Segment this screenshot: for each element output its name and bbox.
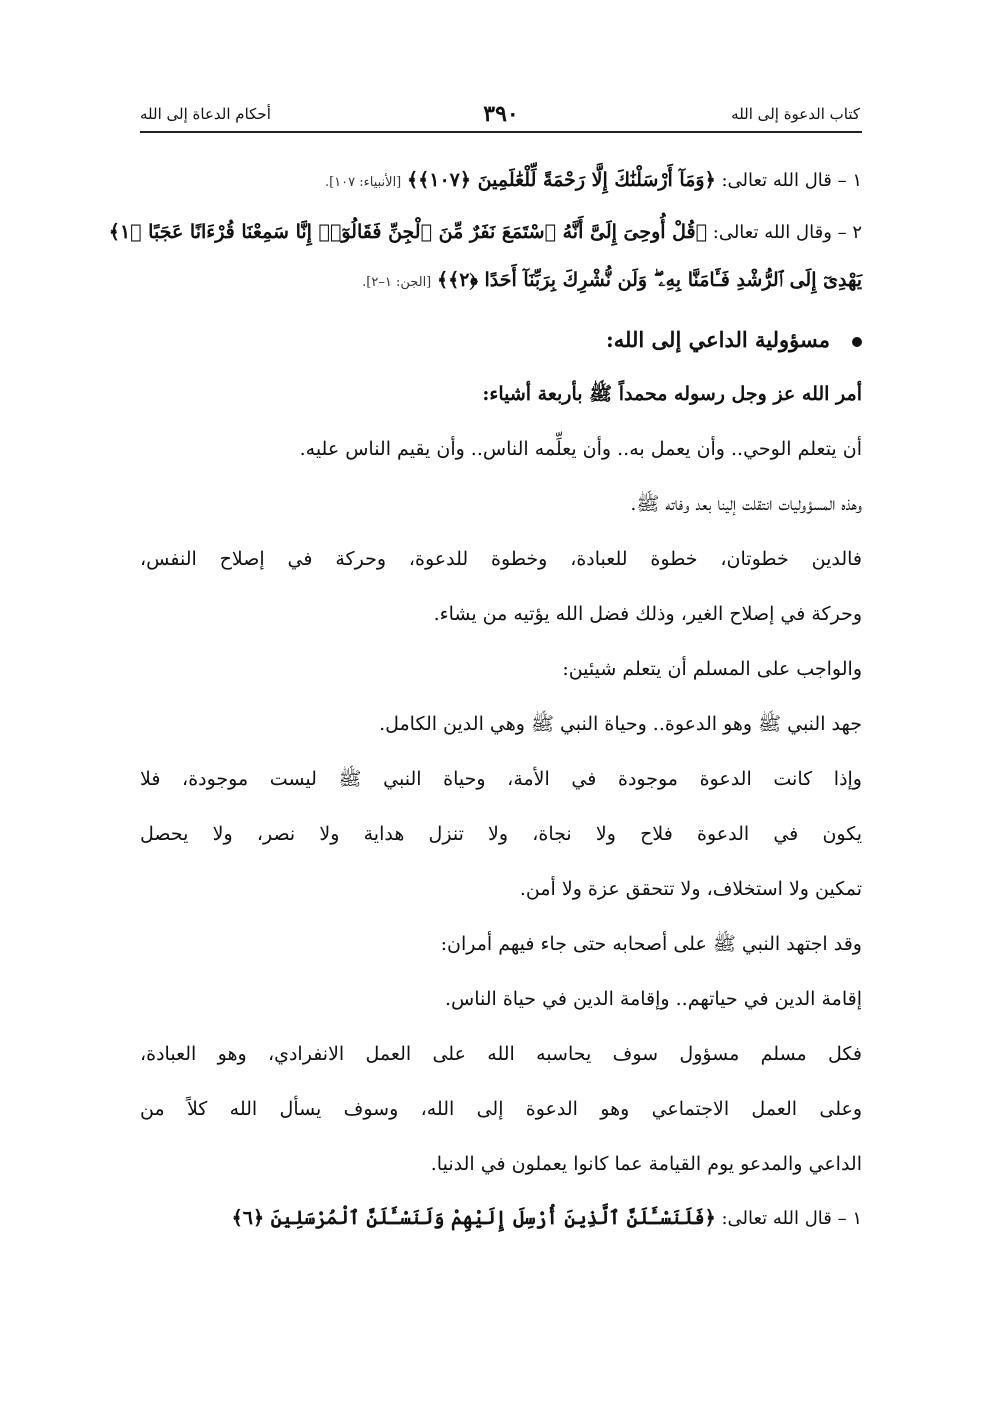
page-body	[108, 150, 862, 1242]
paragraph-line: إقامة الدين في حياتهم.. وإقامة الدين في حياة الناس.	[444, 988, 862, 1010]
paragraph-line: تمكين ولا استخلاف، ولا تتحقق عزة ولا أمن.	[519, 878, 862, 900]
quran-citation-2-line2	[140, 256, 862, 304]
paragraph-line: أمر الله عز وجل رسوله محمداً ﷺ بأربعة أشياء:	[482, 383, 862, 405]
quran-citation-2-line1	[108, 208, 862, 256]
citation-prefix: ١ – قال الله تعالى:	[715, 1208, 862, 1229]
quran-verse: ﴿فَلَنَسْـَٔلَنَّ ٱلَّذِينَ أُرْسِلَ إِلَيْهِمْ وَلَنَسْـَٔلَنَّ ٱلْمُرْسَلِينَ ﴿٦﴾	[231, 1207, 716, 1229]
paragraph-line: يكون في الدعوة فلاح ولا نجاة، ولا تنزل هداية ولا نصر، ولا يحصل	[140, 823, 862, 845]
verse-reference: [الأنبياء: ١٠٧].	[324, 175, 402, 190]
quran-verse: يَهْدِىٓ إِلَى ٱلرُّشْدِ فَـَٔامَنَّا بِهِۦ ۖ وَلَن نُّشْرِكَ بِرَبِّنَآ أَحَدًا ﴿٢﴾﴾	[437, 269, 862, 291]
running-header	[140, 98, 860, 130]
paragraph-line: وهذه المسؤوليات انتقلت إلينا بعد وفاته ﷺ.	[630, 493, 862, 515]
paragraph-line: وحركة في إصلاح الغير، وذلك فضل الله يؤتيه من يشاء.	[433, 603, 862, 625]
bullet-icon	[852, 337, 862, 347]
header-divider	[140, 131, 862, 133]
paragraph-line: فالدين خطوتان، خطوة للعبادة، وخطوة للدعوة، وحركة في إصلاح النفس،	[140, 548, 862, 570]
section-heading	[140, 312, 862, 367]
paragraph-line: والواجب على المسلم أن يتعلم شيئين:	[562, 658, 862, 680]
quran-citation-3	[140, 1194, 862, 1242]
paragraph-line: وقد اجتهد النبي ﷺ على أصحابه حتى جاء فيهم أمران:	[440, 933, 862, 955]
paragraph-line: الداعي والمدعو يوم القيامة عما كانوا يعملون في الدنيا.	[430, 1153, 862, 1175]
section-heading-text: مسؤولية الداعي إلى الله:	[606, 327, 830, 352]
paragraph-line: أن يتعلم الوحي.. وأن يعمل به.. وأن يعلِّمه الناس.. وأن يقيم الناس عليه.	[299, 438, 862, 460]
citation-prefix: ٢ – وقال الله تعالى:	[707, 222, 862, 243]
header-chapter-title: أحكام الدعاة إلى الله	[140, 105, 271, 123]
verse-reference: [الجن: ١–٢].	[362, 275, 432, 290]
citation-prefix: ١ – قال الله تعالى:	[715, 170, 862, 191]
quran-citation-1	[140, 156, 862, 204]
quran-verse: ﴿قُلْ أُوحِىَ إِلَىَّ أَنَّهُ ٱسْتَمَعَ نَفَرٌ مِّنَ ٱلْجِنِّ فَقَالُوٓا۟ إِنَّا سَمِعْنَا قُرْءَانًا عَجَبًا ﴿١﴾	[108, 221, 708, 243]
header-book-title: كتاب الدعوة إلى الله	[731, 105, 860, 123]
paragraph-line: فكل مسلم مسؤول سوف يحاسبه الله على العمل الانفرادي، وهو العبادة،	[140, 1043, 862, 1065]
paragraph-line: وعلى العمل الاجتماعي وهو الدعوة إلى الله، وسوف يسأل الله كلاً من	[140, 1098, 862, 1120]
quran-verse: ﴿وَمَآ أَرْسَلْنَٰكَ إِلَّا رَحْمَةً لِّلْعَٰلَمِينَ ﴿١٠٧﴾﴾	[407, 169, 716, 191]
paragraph-line: وإذا كانت الدعوة موجودة في الأمة، وحياة النبي ﷺ ليست موجودة، فلا	[140, 768, 862, 790]
paragraph-line: جهد النبي ﷺ وهو الدعوة.. وحياة النبي ﷺ وهي الدين الكامل.	[379, 713, 862, 735]
page-number: ٣٩٠	[483, 101, 519, 127]
